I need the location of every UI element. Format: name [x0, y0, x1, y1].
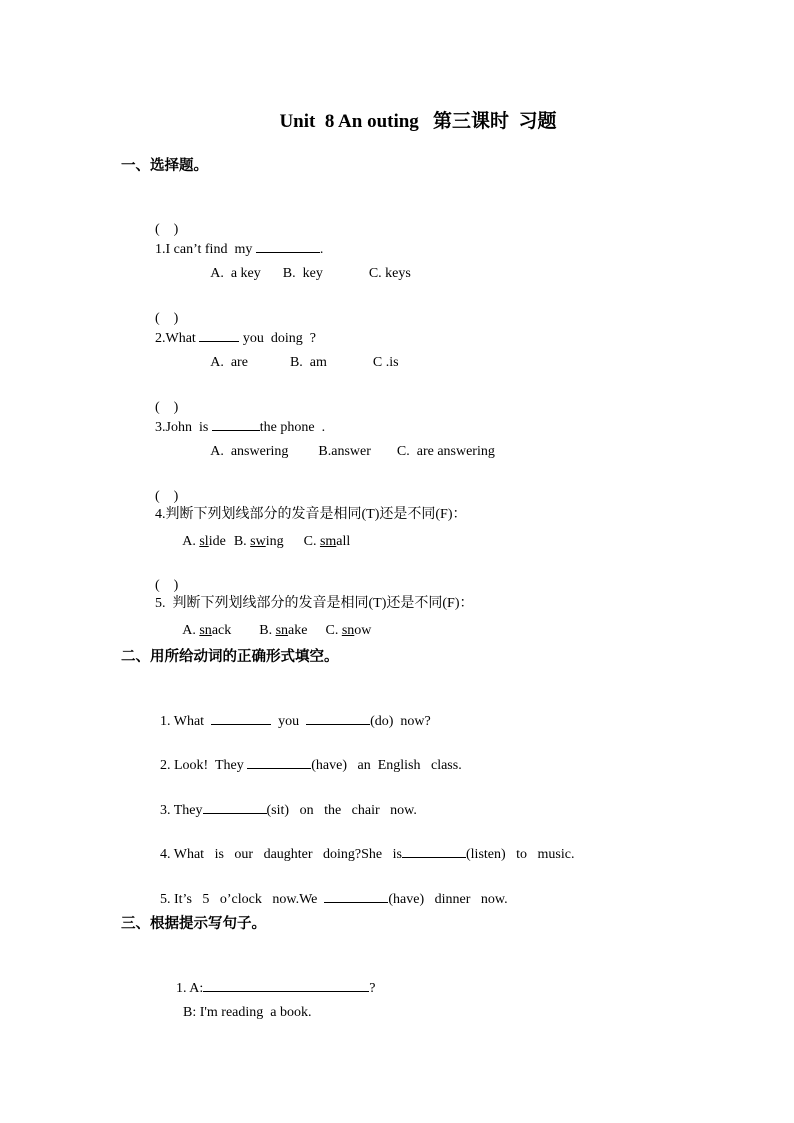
answer-blank[interactable]	[402, 844, 466, 858]
write-text: 1. A:	[176, 981, 204, 996]
write-text: ?	[369, 981, 376, 996]
question-end: the phone .	[259, 420, 326, 435]
options-1	[204, 247, 411, 283]
option-c: C. keys	[368, 266, 411, 281]
option-c: C .is	[372, 355, 399, 370]
fill-text: (listen) to music.	[466, 847, 575, 862]
answer-blank[interactable]	[306, 711, 370, 725]
options-3	[204, 425, 495, 461]
answer-paren: ( )	[155, 578, 179, 593]
fill-item-4	[153, 826, 575, 864]
fill-item-3	[153, 782, 417, 820]
option-b: B. key	[282, 266, 323, 281]
option-c: C. are answering	[396, 444, 495, 459]
fill-text: 3. They	[160, 803, 203, 818]
answer-paren: ( )	[155, 311, 179, 326]
question-stem: 4.判断下列划线部分的发音是相同(T)还是不同(F)：	[155, 507, 467, 522]
answer-paren: ( )	[155, 222, 179, 237]
fill-text: (do) now?	[370, 714, 431, 729]
options-4	[176, 515, 350, 551]
question-stem: 1.I can’t find my	[155, 242, 256, 257]
option-a: A. slide	[182, 534, 226, 549]
write-item-1-answer: B: I'm reading a book.	[183, 1005, 312, 1020]
answer-blank[interactable]	[324, 889, 388, 903]
fill-text: (have) dinner now.	[388, 892, 508, 907]
fill-text: (have) an English class.	[311, 758, 462, 773]
section-heading-fill: 二、用所给动词的正确形式填空。	[121, 649, 339, 665]
answer-blank[interactable]	[203, 978, 369, 992]
option-a: A. are	[210, 355, 248, 370]
option-c: C. small	[303, 534, 351, 549]
fill-item-2	[153, 737, 462, 775]
section-heading-write: 三、根据提示写句子。	[121, 916, 266, 932]
options-5	[176, 604, 371, 640]
option-b: B. snake	[259, 623, 308, 638]
fill-text: 1. What	[160, 714, 212, 729]
option-c: C. snow	[325, 623, 372, 638]
fill-text: (sit) on the chair now.	[266, 803, 417, 818]
question-end: you doing ?	[239, 331, 316, 346]
section-heading-choice: 一、选择题。	[121, 158, 208, 174]
option-b: B.answer	[318, 444, 371, 459]
page-title: Unit 8 An outing 第三课时 习题	[279, 111, 557, 132]
options-2	[204, 336, 399, 372]
answer-blank[interactable]	[211, 711, 271, 725]
fill-text: 5. It’s 5 o’clock now.We	[160, 892, 325, 907]
answer-blank[interactable]	[203, 800, 267, 814]
question-end: .	[319, 242, 324, 257]
question-stem: 3.John is	[155, 420, 212, 435]
option-a: A. a key	[210, 266, 261, 281]
answer-paren: ( )	[155, 400, 179, 415]
option-b: B. swing	[233, 534, 284, 549]
question-stem: 5. 判断下列划线部分的发音是相同(T)还是不同(F)：	[155, 596, 474, 611]
fill-text: you	[271, 714, 307, 729]
question-stem: 2.What	[155, 331, 200, 346]
option-b: B. am	[289, 355, 327, 370]
fill-text: 4. What is our daughter doing?She is	[160, 847, 402, 862]
option-a: A. answering	[210, 444, 289, 459]
answer-blank[interactable]	[247, 755, 311, 769]
write-item-1	[169, 960, 375, 998]
answer-paren: ( )	[155, 489, 179, 504]
fill-text: 2. Look! They	[160, 758, 248, 773]
option-a: A. snack	[182, 623, 232, 638]
fill-item-1	[153, 693, 431, 731]
fill-item-5	[153, 871, 508, 909]
